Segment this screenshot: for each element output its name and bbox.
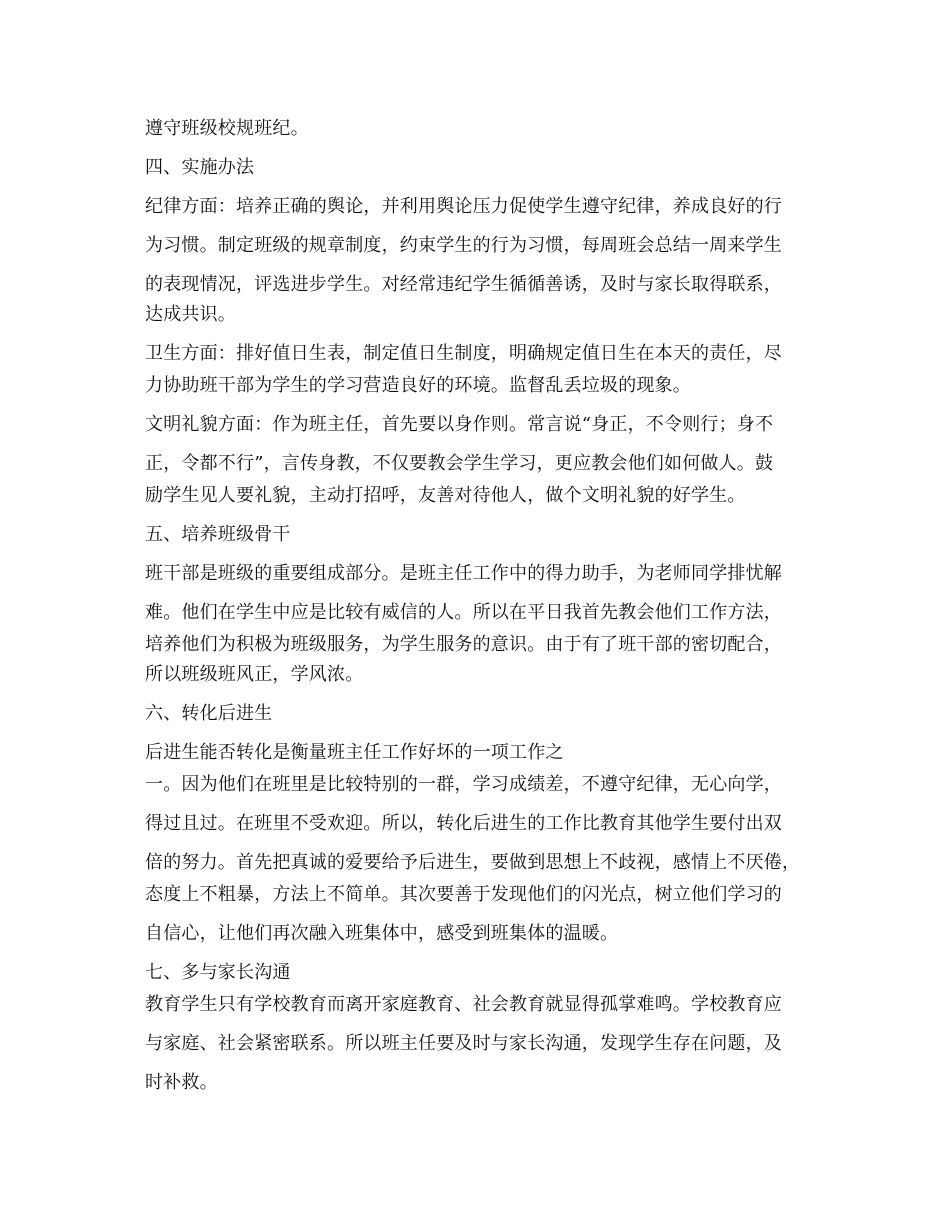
text-line: 得过且过。在班里不受欢迎。所以，转化后进生的工作比教育其他学生要付出双 bbox=[145, 813, 782, 834]
text-line: 难。他们在学生中应是比较有威信的人。所以在平日我首先教会他们工作方法， bbox=[145, 602, 782, 623]
text-line: 与家庭、社会紧密联系。所以班主任要及时与家长沟通，发现学生存在问题，及 bbox=[145, 1033, 782, 1054]
text-line: 的表现情况，评选进步学生。对经常违纪学生循循善诱，及时与家长取得联系， bbox=[145, 274, 782, 295]
text-line: 纪律方面：培养正确的舆论，并利用舆论压力促使学生遵守纪律，养成良好的行 bbox=[145, 196, 782, 217]
text-line: 后进生能否转化是衡量班主任工作好坏的一项工作之 bbox=[145, 742, 564, 763]
text-line: 为习惯。制定班级的规章制度，约束学生的行为习惯，每周班会总结一周来学生 bbox=[145, 235, 782, 256]
text-line: 达成共识。 bbox=[145, 304, 236, 325]
text-line: 教育学生只有学校教育而离开家庭教育、社会教育就显得孤掌难鸣。学校教育应 bbox=[145, 994, 782, 1015]
text-line: 自信心，让他们再次融入班集体中，感受到班集体的温暖。 bbox=[145, 923, 619, 944]
text-line: 时补救。 bbox=[145, 1072, 218, 1093]
text-line: 遵守班级校规班纪。 bbox=[145, 118, 309, 139]
text-line: 培养他们为积极为班级服务，为学生服务的意识。由于有了班干部的密切配合， bbox=[145, 634, 782, 655]
text-line: 文明礼貌方面：作为班主任，首先要以身作则。常言说“身正，不令则行；身不 bbox=[145, 414, 774, 435]
text-line: 所以班级班风正，学风浓。 bbox=[145, 664, 364, 685]
section-heading: 五、培养班级骨干 bbox=[145, 524, 291, 545]
text-line: 励学生见人要礼貌，主动打招呼，友善对待他人，做个文明礼貌的好学生。 bbox=[145, 485, 746, 506]
text-line: 态度上不粗暴，方法上不简单。其次要善于发现他们的闪光点，树立他们学习的 bbox=[145, 884, 782, 905]
text-line: 倍的努力。首先把真诚的爱要给予后进生，要做到思想上不歧视，感情上不厌倦， bbox=[145, 852, 801, 873]
text-line: 一。因为他们在班里是比较特别的一群，学习成绩差，不遵守纪律，无心向学， bbox=[145, 774, 782, 795]
text-line: 班干部是班级的重要组成部分。是班主任工作中的得力助手，为老师同学排忧解 bbox=[145, 563, 782, 584]
text-line: 力协助班干部为学生的学习营造良好的环境。监督乱丢垃圾的现象。 bbox=[145, 375, 691, 396]
section-heading: 七、多与家长沟通 bbox=[145, 962, 291, 983]
text-line: 正，令都不行”，言传身教，不仅要教会学生学习，更应教会他们如何做人。鼓 bbox=[145, 453, 774, 474]
section-heading: 四、实施办法 bbox=[145, 157, 255, 178]
section-heading: 六、转化后进生 bbox=[145, 703, 273, 724]
text-line: 卫生方面：排好值日生表，制定值日生制度，明确规定值日生在本天的责任，尽 bbox=[145, 343, 782, 364]
